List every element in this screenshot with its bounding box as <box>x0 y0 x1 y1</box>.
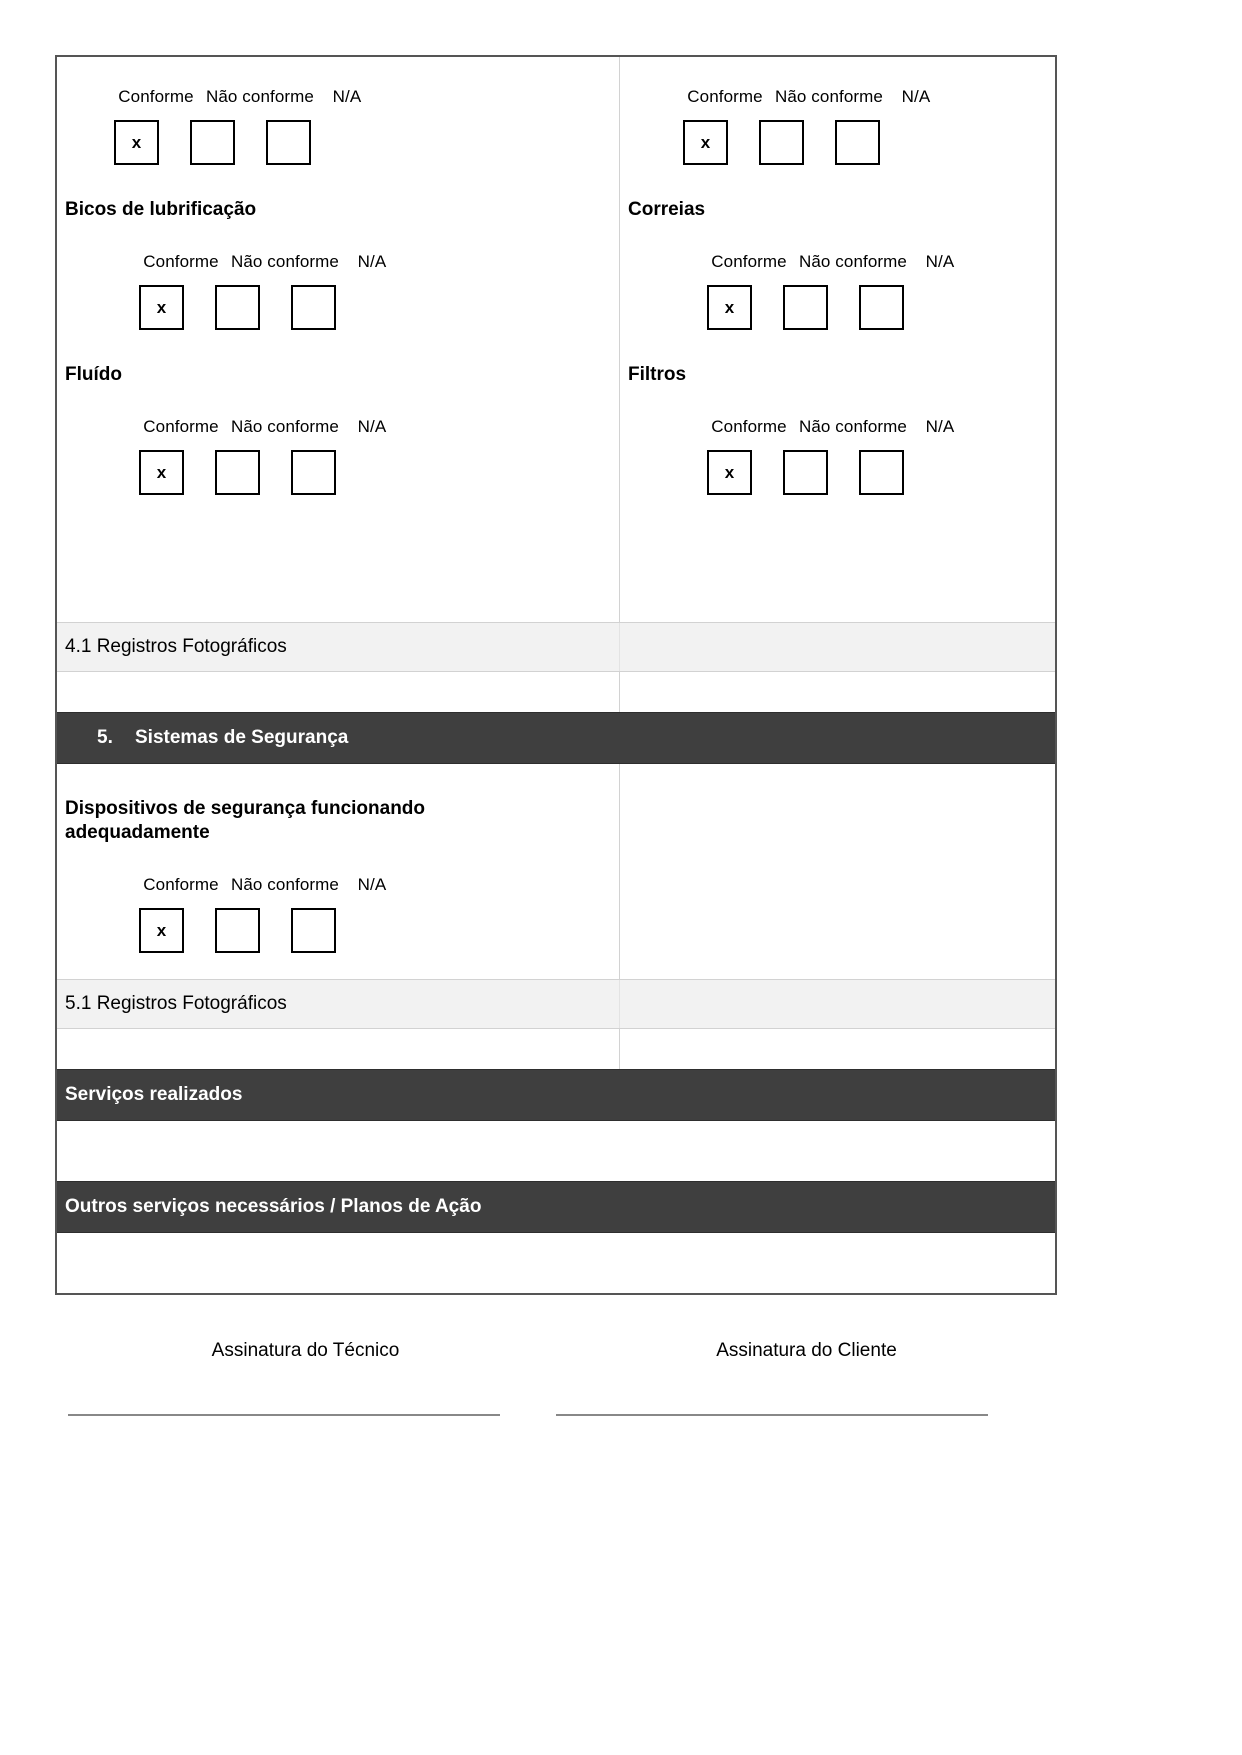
checkbox-row <box>683 120 1055 165</box>
label-na: N/A <box>357 874 387 894</box>
section-4-right-column <box>620 57 1055 622</box>
label-na: N/A <box>357 251 387 271</box>
photo-records-5-1-right-cell[interactable] <box>620 1029 1055 1069</box>
signature-technician <box>55 1298 556 1416</box>
checkbox-na[interactable] <box>291 285 336 330</box>
checkbox-nao-conforme[interactable] <box>215 450 260 495</box>
check-legend <box>139 387 619 437</box>
item-title-filtros: Filtros <box>628 363 687 385</box>
label-conforme: Conforme <box>711 416 787 436</box>
subsection-4-1-photo-records-header <box>57 622 1055 672</box>
section-4-left-column <box>57 57 620 622</box>
subsection-5-1-photo-records-body[interactable] <box>57 1029 1055 1069</box>
signature-technician-line[interactable] <box>68 1414 500 1416</box>
checkbox-conforme[interactable]: x <box>139 450 184 495</box>
label-nao-conforme: Não conforme <box>231 874 339 894</box>
label-na: N/A <box>925 416 955 436</box>
checkbox-nao-conforme[interactable] <box>190 120 235 165</box>
check-legend <box>139 222 619 272</box>
label-conforme: Conforme <box>143 874 219 894</box>
check-group-bicos-de-lubrificacao <box>57 222 619 330</box>
services-done-header: Serviços realizados <box>57 1069 1055 1121</box>
photo-records-4-1-left-cell[interactable] <box>57 672 620 712</box>
checkbox-nao-conforme[interactable] <box>215 285 260 330</box>
subsection-4-1-right-spacer <box>620 623 1055 671</box>
checkbox-na[interactable] <box>859 450 904 495</box>
checkbox-row <box>139 908 619 953</box>
label-nao-conforme: Não conforme <box>231 416 339 436</box>
checkbox-conforme[interactable]: x <box>707 450 752 495</box>
label-nao-conforme: Não conforme <box>206 87 314 106</box>
label-conforme: Conforme <box>143 251 219 271</box>
signature-client-label: Assinatura do Cliente <box>716 1340 897 1361</box>
checkbox-row <box>707 450 1055 495</box>
item-title-fluido: Fluído <box>65 363 122 385</box>
check-legend <box>707 387 1055 437</box>
checkbox-row <box>114 120 619 165</box>
label-nao-conforme: Não conforme <box>799 251 907 271</box>
section-5-header <box>57 712 1055 764</box>
check-group-item-0-right <box>620 57 1055 165</box>
checkbox-conforme[interactable]: x <box>683 120 728 165</box>
signature-row <box>55 1298 1057 1416</box>
checkbox-conforme[interactable]: x <box>139 285 184 330</box>
check-legend <box>707 222 1055 272</box>
check-legend <box>114 57 619 107</box>
label-na: N/A <box>901 87 931 106</box>
signature-technician-label: Assinatura do Técnico <box>211 1340 400 1361</box>
subsection-5-1-right-spacer <box>620 980 1055 1028</box>
section-5-right-column <box>620 764 1055 979</box>
checkbox-na[interactable] <box>291 450 336 495</box>
check-legend <box>683 57 1055 107</box>
signature-area <box>55 1298 1057 1416</box>
section-4-items-band <box>57 57 1055 622</box>
photo-records-5-1-left-cell[interactable] <box>57 1029 620 1069</box>
section-5-number: 5. <box>97 727 113 748</box>
checkbox-nao-conforme[interactable] <box>783 450 828 495</box>
checkbox-nao-conforme[interactable] <box>215 908 260 953</box>
signature-client-line[interactable] <box>556 1414 988 1416</box>
checkbox-nao-conforme[interactable] <box>759 120 804 165</box>
checkbox-na[interactable] <box>859 285 904 330</box>
label-nao-conforme: Não conforme <box>799 416 907 436</box>
label-conforme: Conforme <box>711 251 787 271</box>
other-services-header: Outros serviços necessários / Planos de Ação <box>57 1181 1055 1233</box>
check-group-item-0 <box>57 57 619 165</box>
checkbox-na[interactable] <box>835 120 880 165</box>
label-conforme: Conforme <box>687 87 763 106</box>
subsection-4-1-photo-records-body[interactable] <box>57 672 1055 712</box>
label-na: N/A <box>357 416 387 436</box>
check-group-fluido <box>57 387 619 495</box>
label-nao-conforme: Não conforme <box>231 251 339 271</box>
label-conforme: Conforme <box>118 87 194 106</box>
checkbox-nao-conforme[interactable] <box>783 285 828 330</box>
section-5-items-band <box>57 764 1055 979</box>
subsection-5-1-photo-records-header <box>57 979 1055 1029</box>
checklist-sheet <box>55 55 1057 1295</box>
label-conforme: Conforme <box>143 416 219 436</box>
check-group-correias <box>620 222 1055 330</box>
photo-records-4-1-right-cell[interactable] <box>620 672 1055 712</box>
checkbox-conforme[interactable]: x <box>139 908 184 953</box>
check-legend <box>139 845 619 895</box>
item-title-correias: Correias <box>628 199 706 220</box>
item-title-dispositivos-de-seguranca: Dispositivos de segurança funcionando adequadamente <box>65 798 426 843</box>
label-na: N/A <box>925 251 955 271</box>
item-title-bicos-de-lubrificacao: Bicos de lubrificação <box>65 199 257 220</box>
subsection-5-1-label: 5.1 Registros Fotográficos <box>57 980 620 1028</box>
checkbox-na[interactable] <box>266 120 311 165</box>
checkbox-conforme[interactable]: x <box>114 120 159 165</box>
checkbox-row <box>139 450 619 495</box>
signature-client <box>556 1298 1057 1416</box>
section-5-title: Sistemas de Segurança <box>135 727 349 748</box>
label-na: N/A <box>332 87 362 106</box>
services-done-input[interactable] <box>57 1121 1055 1181</box>
checkbox-conforme[interactable]: x <box>707 285 752 330</box>
check-group-filtros <box>620 387 1055 495</box>
checkbox-row <box>139 285 619 330</box>
label-nao-conforme: Não conforme <box>775 87 883 106</box>
check-group-dispositivos-de-seguranca <box>57 845 619 953</box>
checkbox-na[interactable] <box>291 908 336 953</box>
section-5-left-column <box>57 764 620 979</box>
subsection-4-1-label: 4.1 Registros Fotográficos <box>57 623 620 671</box>
checkbox-row <box>707 285 1055 330</box>
other-services-input[interactable] <box>57 1233 1055 1293</box>
